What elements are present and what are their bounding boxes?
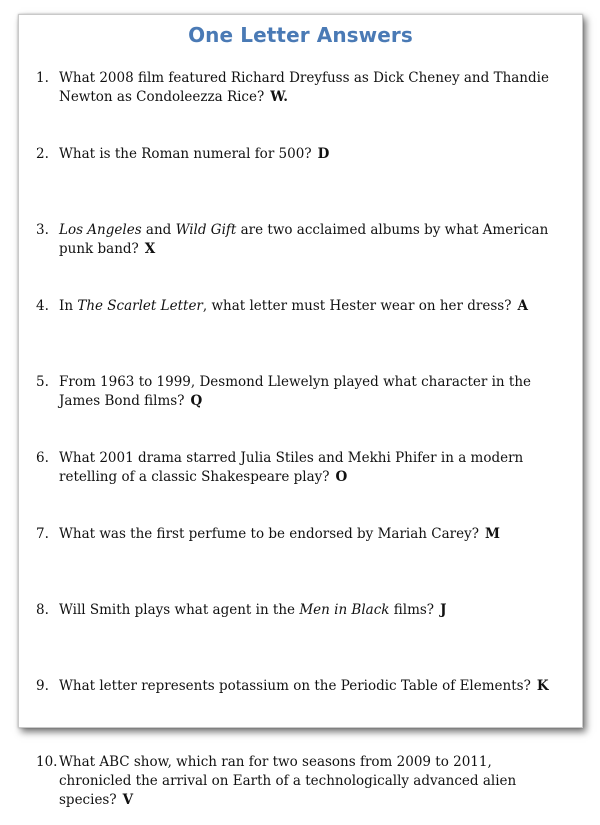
question-text-part: What letter represents potassium on the Periodic Table of Elements?	[59, 678, 531, 694]
film-title: Men in Black	[299, 602, 390, 618]
question-text-part: What was the first perfume to be endorsed by Mariah Carey?	[59, 526, 479, 542]
question-text	[59, 601, 564, 620]
question-item	[19, 141, 582, 217]
album-title: Los Angeles	[59, 222, 142, 238]
question-number: 3.	[36, 222, 49, 238]
question-number: 2.	[36, 146, 49, 162]
question-text	[59, 449, 564, 487]
question-text	[59, 753, 564, 810]
book-title: The Scarlet Letter	[77, 298, 203, 314]
question-text-part: What 2001 drama starred Julia Stiles and Mekhi Phifer in a modern retelling of a classic Shakespeare play?	[59, 450, 524, 485]
answer-letter: A	[517, 298, 528, 314]
question-text-part: Will Smith plays what agent in the	[59, 602, 300, 618]
question-text-part: In	[59, 298, 78, 314]
answer-letter: M	[484, 526, 500, 542]
answer-letter: X	[144, 241, 156, 257]
question-item	[19, 65, 582, 141]
question-text-part: What is the Roman numeral for 500?	[59, 146, 312, 162]
answer-letter: Q	[190, 393, 203, 409]
question-item	[19, 597, 582, 673]
question-number: 9.	[36, 678, 49, 694]
question-item	[19, 445, 582, 521]
question-item	[19, 217, 582, 293]
question-text-part: and	[141, 222, 176, 238]
question-item	[19, 293, 582, 369]
question-number: 6.	[36, 450, 49, 466]
question-number: 5.	[36, 374, 49, 390]
answer-letter: W.	[270, 89, 288, 105]
question-number: 8.	[36, 602, 49, 618]
question-text-part: films?	[389, 602, 435, 618]
answer-letter: K	[536, 678, 549, 694]
question-text	[59, 69, 564, 107]
document-page	[18, 14, 583, 808]
question-item	[19, 521, 582, 597]
question-text	[59, 525, 564, 544]
question-text	[59, 221, 564, 259]
question-number: 1.	[36, 70, 49, 86]
question-item	[19, 673, 582, 749]
question-item	[19, 749, 582, 825]
question-number: 10.	[36, 754, 58, 770]
question-item	[19, 369, 582, 445]
question-text-part: are two acclaimed albums by what American punk band?	[59, 222, 549, 257]
question-list	[19, 65, 582, 825]
question-text-part: What 2008 film featured Richard Dreyfuss as Dick Cheney and Thandie Newton as Condoleezza Rice?	[59, 70, 549, 105]
question-text	[59, 145, 564, 164]
answer-letter: J	[440, 602, 447, 618]
answer-letter: V	[122, 792, 134, 808]
album-title: Wild Gift	[175, 222, 237, 238]
answer-letter: O	[335, 469, 348, 485]
answer-letter: D	[317, 146, 330, 162]
question-text	[59, 677, 564, 696]
page-title: One Letter Answers	[188, 23, 413, 47]
question-number: 7.	[36, 526, 49, 542]
question-number: 4.	[36, 298, 49, 314]
question-text	[59, 297, 564, 316]
question-text-part: From 1963 to 1999, Desmond Llewelyn played what character in the James Bond films?	[59, 374, 532, 409]
question-text-part: , what letter must Hester wear on her dress?	[202, 298, 512, 314]
question-text-part: What ABC show, which ran for two seasons from 2009 to 2011, chronicled the arrival on Earth of a technologically advanced alien species?	[59, 754, 517, 808]
question-text	[59, 373, 564, 411]
